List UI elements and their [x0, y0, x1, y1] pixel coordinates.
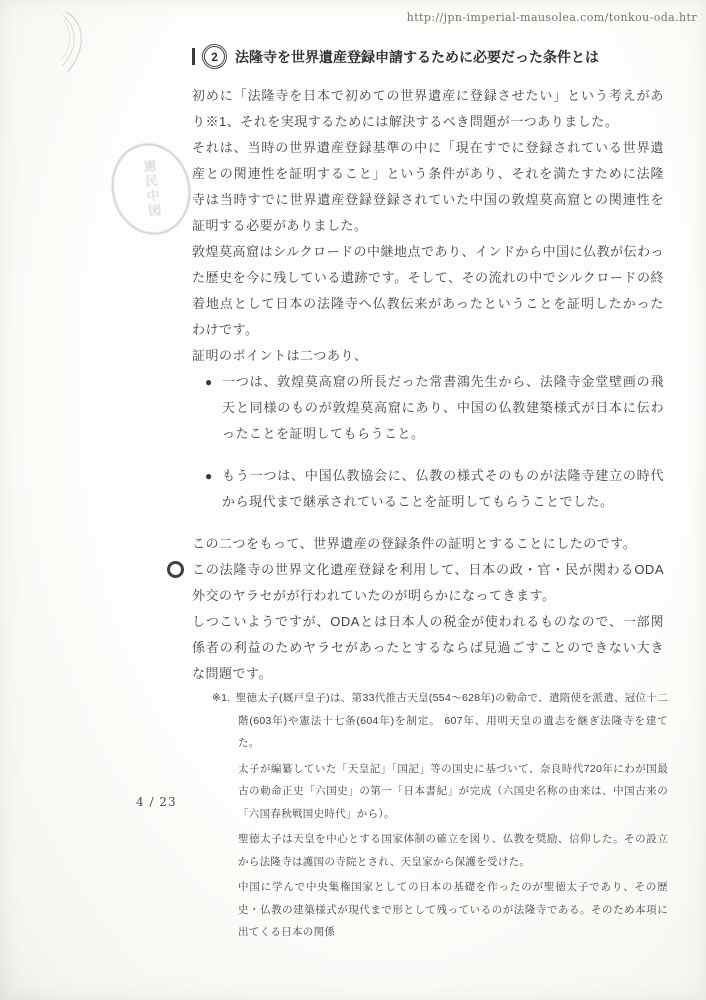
footnote-paragraph: 中国に学んで中央集権国家としての日本の基礎を作ったのが聖徳太子であり、その歴史・仏教の建築様式が現代まで形として残っているのが法隆寺である。そのため本項に出てくる日本の関係: [238, 881, 668, 938]
footnote-paragraph: 太子が編纂していた「天皇記」「国記」等の国史に基づいて、奈良時代720年にわが国最古の勅命正史「六国史」の第一「日本書紀」が完成（六国史名称の由来は、中国古来の「六国春秋戦国史時代」から）。: [238, 762, 668, 820]
seal-stamp-characters: 憲民中図: [140, 158, 163, 220]
list-item: [192, 369, 664, 447]
page-number: 4 / 23: [136, 795, 177, 809]
printed-url-header: http://jpn-imperial-mausolea.com/tonkou-oda.htr: [406, 11, 697, 24]
list-item: [192, 463, 664, 515]
paragraph-oda-claim: [192, 557, 664, 609]
paragraph-conclusion: この二つをもって、世界遺産の登録条件の証明とすることにしたのです。: [192, 536, 637, 551]
pencil-scribble-icon: [36, 8, 94, 83]
paragraph-intro: 初めに「法隆寺を日本で初めての世界遺産に登録させたい」という考えがあり※1、それを実現するためには解決するべき問題が一つありました。: [192, 88, 664, 129]
footnote-block: [212, 687, 668, 944]
bullet-text: 一つは、敦煌莫高窟の所長だった常書鴻先生から、法隆寺金堂壁画の飛天と同様のものが敦煌莫高窟にあり、中国の仏教建築様式が日本に伝わったことを証明してもらうこと。: [222, 374, 664, 441]
footnote-marker: ※1.: [212, 692, 231, 704]
paragraph-silkroad: 敦煌莫高窟はシルクロードの中継地点であり、インドから中国に仏教が伝わった歴史を今に残している遺跡です。そして、その流れの中でシルクロードの終着地点として日本の法隆寺へ仏教伝来があったということを証明したかったわけです。: [192, 244, 664, 337]
paragraph-oda-claim-text: この法隆寺の世界文化遺産登録を利用して、日本の政・官・民が関わるODA外交のヤラセがが行われていたのが明らかになってきます。: [192, 562, 664, 603]
document-body: [192, 46, 668, 947]
heading-accent-bar: [192, 48, 195, 65]
footnote-text: 聖徳太子(厩戸皇子)は、第33代推古天皇(554〜628年)の勅命で、遣隋使を派遣、冠位十二階(603年)や憲法十七条(604年)を制定。 607年、用明天皇の遺志を継ぎ法隆寺を建てた。: [235, 692, 668, 749]
proof-points-list: [192, 369, 664, 515]
bullet-text: もう一つは、中国仏教協会に、仏教の様式そのものが法隆寺建立の時代から現代まで継承されていることを証明してもらうことでした。: [222, 468, 664, 509]
bullet-icon: ●: [205, 375, 213, 389]
section-heading: [192, 46, 664, 67]
paragraph-condition: それは、当時の世界遺産登録基準の中に「現在すでに登録されている世界遺産との関連性を証明すること」という条件があり、それを満たすために法隆寺は当時すでに世界遺産登録登録されていた中国の敦煌莫高窟との関連性を証明する必要がありました。: [192, 140, 664, 233]
circular-seal-stamp: [102, 135, 200, 243]
footnote-paragraph: 聖徳太子は天皇を中心とする国家体制の確立を図り、仏教を奨励、信仰した。その設立から法隆寺は護国の寺院とされ、天皇家から保護を受けた。: [238, 833, 668, 868]
ring-bullet-icon: [167, 561, 184, 578]
paragraph-proof-points-lead: 証明のポイントは二つあり、: [192, 348, 368, 363]
footnote-paragraph: [212, 687, 668, 755]
paragraph-oda-tax: しつこいようですが、ODAとは日本人の税金が使われるものなので、一部関係者の利益のためヤラセがあったとするならば見過ごすことのできない大きな問題です。: [192, 614, 664, 681]
circled-number-icon: 2: [203, 45, 225, 67]
bullet-icon: ●: [205, 469, 213, 483]
section-title: 法隆寺を世界遺産登録申請するために必要だった条件とは: [235, 48, 599, 65]
